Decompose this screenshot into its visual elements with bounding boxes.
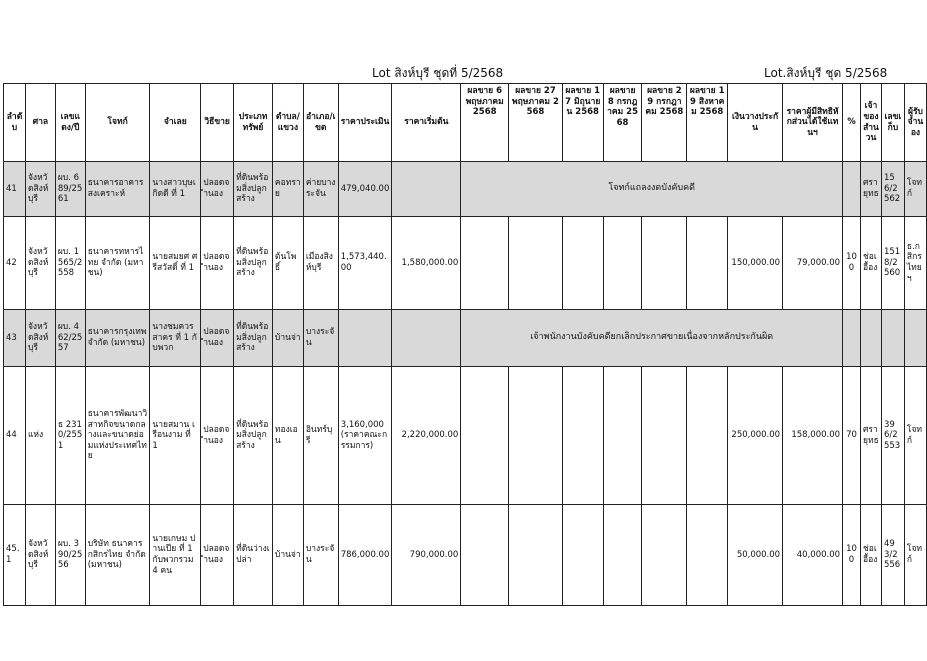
cell-rights: 40,000.00	[783, 505, 843, 606]
cell-method: ปลอดจำนอง	[201, 367, 234, 505]
cell-receiver	[904, 310, 926, 367]
cell-sale	[687, 217, 728, 310]
lot-header-left: Lot สิงห์บุรี ชุดที่ 5/2568	[372, 66, 504, 80]
col-start: ราคาเริ่มต้น	[392, 84, 461, 162]
cell-appraisal: 3,160,000 (ราคาคณะกรรมการ)	[338, 367, 392, 505]
cell-pct: 70	[843, 367, 861, 505]
cell-case: ผบ. 689/2561	[55, 162, 85, 217]
cell-sale	[509, 217, 563, 310]
cell-type: ที่ดินพร้อมสิ่งปลูกสร้าง	[234, 310, 273, 367]
col-deposit: เงินวางประกัน	[728, 84, 783, 162]
cell-no: 42	[4, 217, 26, 310]
cell-deposit: 50,000.00	[728, 505, 783, 606]
auction-table	[3, 83, 927, 606]
col-sale-2: ผลขาย 27 พฤษภาคม 2568	[509, 84, 563, 162]
cell-storage: 156/2562	[881, 162, 904, 217]
cell-sale	[461, 367, 509, 505]
cell-plaintiff: ธนาคารกรุงเทพ จำกัด (มหาชน)	[85, 310, 150, 367]
cell-sale	[461, 505, 509, 606]
cell-type: ที่ดินว่างเปล่า	[234, 505, 273, 606]
col-appraisal: ราคาประเมิน	[338, 84, 392, 162]
cell-storage	[881, 310, 904, 367]
cell-appraisal: 479,040.00	[338, 162, 392, 217]
col-plaintiff: โจทก์	[85, 84, 150, 162]
cell-receiver: โจทก์	[904, 162, 926, 217]
cell-appraisal: 1,573,440.00	[338, 217, 392, 310]
cell-tambon: บ้านจ่า	[272, 505, 303, 606]
cell-method: ปลอดจำนอง	[201, 310, 234, 367]
cell-case: ธ 2310/2551	[55, 367, 85, 505]
cell-defendant: นายสมยศ ศรีสวัสดิ์ ที่ 1	[150, 217, 201, 310]
cell-sale	[461, 217, 509, 310]
cell-no: 41	[4, 162, 26, 217]
cell-amphoe: บางระจัน	[303, 505, 338, 606]
cell-start: 1,580,000.00	[392, 217, 461, 310]
lot-header-right: Lot.สิงห์บุรี ชุด 5/2568	[764, 66, 888, 80]
cell-storage: 1518/2560	[881, 217, 904, 310]
cell-officer: ศรายุทธ	[861, 367, 882, 505]
cell-rights: 158,000.00	[783, 367, 843, 505]
cell-court: แห่ง	[25, 367, 55, 505]
col-rights: ราคาผู้มีสิทธิหักส่วนได้ใช้แทนฯ	[783, 84, 843, 162]
cell-type: ที่ดินพร้อมสิ่งปลูกสร้าง	[234, 217, 273, 310]
cell-amphoe: อินทร์บุรี	[303, 367, 338, 505]
cell-no: 44	[4, 367, 26, 505]
cell-case: ผบ. 1565/2558	[55, 217, 85, 310]
cell-sale	[603, 217, 642, 310]
col-storage: เลขเก็บ	[881, 84, 904, 162]
cell-deposit: 250,000.00	[728, 367, 783, 505]
col-no: ลำดับ	[4, 84, 26, 162]
cell-rights: 79,000.00	[783, 217, 843, 310]
cell-pct: 100	[843, 505, 861, 606]
cell-note: โจทก์แถลงงดบังคับคดี	[461, 162, 843, 217]
cell-plaintiff: ธนาคารทหารไทย จำกัด (มหาชน)	[85, 217, 150, 310]
cell-tambon: คอทราย	[272, 162, 303, 217]
col-tambon: ตำบล/แขวง	[272, 84, 303, 162]
table-row	[4, 505, 927, 606]
cell-tambon: บ้านจ่า	[272, 310, 303, 367]
cell-pct	[843, 162, 861, 217]
table-row	[4, 217, 927, 310]
cell-no: 45.1	[4, 505, 26, 606]
col-case: เลขแดง/ปี	[55, 84, 85, 162]
col-sale-1: ผลขาย 6 พฤษภาคม 2568	[461, 84, 509, 162]
cell-method: ปลอดจำนอง	[201, 162, 234, 217]
cell-plaintiff: ธนาคารอาคารสงเคราะห์	[85, 162, 150, 217]
cell-pct	[843, 310, 861, 367]
cell-tambon: ทองเอน	[272, 367, 303, 505]
cell-officer	[861, 310, 882, 367]
col-method: วิธีขาย	[201, 84, 234, 162]
cell-type: ที่ดินพร้อมสิ่งปลูกสร้าง	[234, 162, 273, 217]
cell-receiver: โจทก์	[904, 367, 926, 505]
col-court: ศาล	[25, 84, 55, 162]
col-sale-3: ผลขาย 17 มิถุนายน 2568	[562, 84, 603, 162]
cell-deposit: 150,000.00	[728, 217, 783, 310]
cell-amphoe: เมืองสิงห์บุรี	[303, 217, 338, 310]
cell-case: ผบ. 390/2556	[55, 505, 85, 606]
cell-appraisal: 786,000.00	[338, 505, 392, 606]
col-amphoe: อำเภอ/เขต	[303, 84, 338, 162]
cell-start: 2,220,000.00	[392, 367, 461, 505]
cell-sale	[642, 367, 687, 505]
col-receiver: ผู้รับจำนอง	[904, 84, 926, 162]
cell-defendant: นายสมาน เรือนงาม ที่ 1	[150, 367, 201, 505]
cell-sale	[509, 367, 563, 505]
cell-officer: ศรายุทธ	[861, 162, 882, 217]
table-row	[4, 367, 927, 505]
cell-receiver: โจทก์	[904, 505, 926, 606]
col-defendant: จำเลย	[150, 84, 201, 162]
cell-court: จังหวัดสิงห์บุรี	[25, 217, 55, 310]
cell-start	[392, 162, 461, 217]
col-sale-6: ผลขาย 19 สิงหาคม 2568	[687, 84, 728, 162]
cell-sale	[509, 505, 563, 606]
cell-amphoe: บางระจัน	[303, 310, 338, 367]
col-sale-5: ผลขาย 29 กรกฎาคม 2568	[642, 84, 687, 162]
cell-officer: ช่อเอื้อง	[861, 505, 882, 606]
cell-no: 43	[4, 310, 26, 367]
cell-court: จังหวัดสิงห์บุรี	[25, 162, 55, 217]
cell-receiver: ธ.กสิกรไทยฯ	[904, 217, 926, 310]
table-row	[4, 310, 927, 367]
cell-pct: 100	[843, 217, 861, 310]
cell-sale	[562, 505, 603, 606]
cell-defendant: นายเกษม ปานเปีย ที่ 1 กับพวกรวม 4 คน	[150, 505, 201, 606]
cell-court: จังหวัดสิงห์บุรี	[25, 310, 55, 367]
cell-appraisal	[338, 310, 392, 367]
cell-note: เจ้าพนักงานบังคับคดียกเลิกประกาศขายเนื่องจากหลักประกันผิด	[461, 310, 843, 367]
table-row	[4, 162, 927, 217]
cell-storage: 493/2556	[881, 505, 904, 606]
cell-sale	[562, 217, 603, 310]
cell-method: ปลอดจำนอง	[201, 505, 234, 606]
cell-case: ผบ. 462/2557	[55, 310, 85, 367]
cell-amphoe: ค่ายบางระจัน	[303, 162, 338, 217]
cell-officer: ช่อเอื้อง	[861, 217, 882, 310]
cell-defendant: นางชมควร สาคร ที่ 1 กับพวก	[150, 310, 201, 367]
cell-tambon: ต้นโพธิ์	[272, 217, 303, 310]
cell-defendant: นางสาวบุษเกิดดี ที่ 1	[150, 162, 201, 217]
cell-sale	[687, 367, 728, 505]
cell-plaintiff: ธนาคารพัฒนาวิสาหกิจขนาดกลางและขนาดย่อมแห่งประเทศไทย	[85, 367, 150, 505]
cell-sale	[603, 367, 642, 505]
col-type: ประเภททรัพย์	[234, 84, 273, 162]
cell-sale	[687, 505, 728, 606]
cell-type: ที่ดินพร้อมสิ่งปลูกสร้าง	[234, 367, 273, 505]
col-sale-4: ผลขาย 8 กรกฎาคม 2568	[603, 84, 642, 162]
cell-plaintiff: บริษัท ธนาคารกสิกรไทย จำกัด (มหาชน)	[85, 505, 150, 606]
cell-court: จังหวัดสิงห์บุรี	[25, 505, 55, 606]
col-pct: %	[843, 84, 861, 162]
cell-storage: 396/2553	[881, 367, 904, 505]
cell-sale	[603, 505, 642, 606]
cell-method: ปลอดจำนอง	[201, 217, 234, 310]
col-officer: เจ้าของสำนวน	[861, 84, 882, 162]
cell-sale	[642, 505, 687, 606]
cell-sale	[562, 367, 603, 505]
cell-start: 790,000.00	[392, 505, 461, 606]
cell-sale	[642, 217, 687, 310]
cell-start	[392, 310, 461, 367]
table-header-row	[4, 84, 927, 162]
